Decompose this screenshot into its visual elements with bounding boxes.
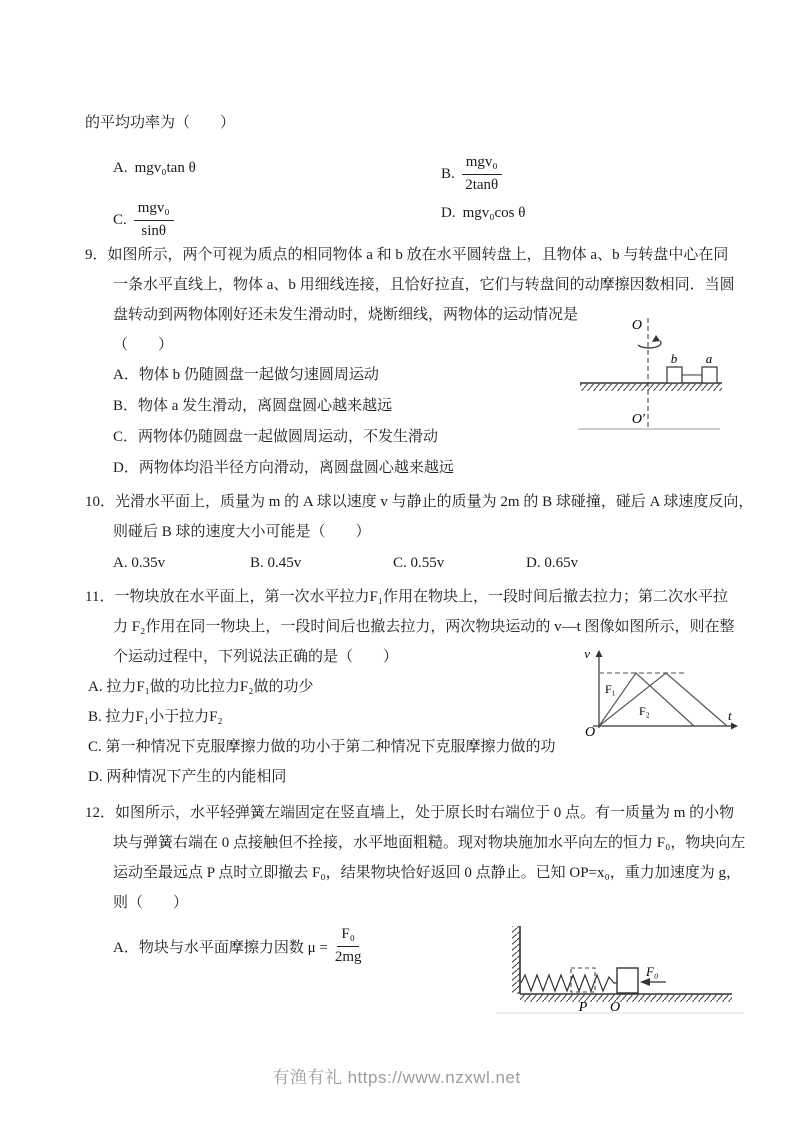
q12-text-line: 12．如图所示，水平轻弹簧左端固定在竖直墙上，处于原长时右端位于 0 点。有一质量为 m 的小物 bbox=[85, 805, 735, 821]
block-a-label: a bbox=[705, 351, 713, 366]
q8-option-a-formula: mgv₀tan θ bbox=[134, 160, 196, 176]
q10-option-c: C. 0.55v bbox=[393, 555, 445, 571]
origin-label: O bbox=[584, 725, 596, 738]
question-10 bbox=[85, 487, 754, 547]
force-label: F₀ bbox=[646, 964, 659, 979]
q8-option-c-label: C. bbox=[113, 211, 127, 228]
q8-option-b-fraction: $\frac{\text{mgv₀}}{2\tan\theta}$ bbox=[462, 153, 502, 195]
q9-option-c: C．两物体仍随圆盘一起做圆周运动，不发生滑动 bbox=[113, 429, 439, 445]
f1-velocity-curve bbox=[599, 673, 694, 726]
block-b-label: b bbox=[670, 351, 678, 366]
q8-option-a bbox=[113, 160, 196, 177]
q11-option-c: C. 第一种情况下克服摩擦力做的功小于第二种情况下克服摩擦力做的功 bbox=[88, 739, 556, 755]
rotation-arrow-icon bbox=[638, 341, 661, 348]
q9-option-d: D．两物体均沿半径方向滑动，离圆盘圆心越来越远 bbox=[113, 460, 454, 476]
q10-option-a: A. 0.35v bbox=[113, 555, 166, 571]
block-a bbox=[702, 367, 717, 383]
block bbox=[617, 968, 638, 993]
q11-option-d: D. 两种情况下产生的内能相同 bbox=[88, 769, 287, 785]
surface-hatching bbox=[580, 384, 722, 391]
q11-option-a: A. 拉力F₁做的功比拉力F₂做的功少 bbox=[88, 679, 314, 695]
spring-figure bbox=[496, 916, 744, 1014]
q8-option-b bbox=[441, 150, 502, 198]
q12-text-line: 运动至最远点 P 点时立即撤去 F₀，结果物块恰好返回 0 点静止。已知 OP=x₀，重力加速度为 g， bbox=[113, 865, 741, 881]
f2-label: F₂ bbox=[639, 704, 650, 718]
q12-text-line: 块与弹簧右端在 0 点接触但不拴接，水平地面粗糙。现对物块施加水平向左的恒力 F₀，物块向左 bbox=[113, 835, 746, 851]
q12-option-a bbox=[113, 922, 362, 970]
q11-text-line: 力 F₂作用在同一物块上，一段时间后也撤去拉力，两次物块运动的 v—t 图像如图所示，则在整 bbox=[113, 619, 735, 635]
q11-options bbox=[85, 672, 645, 792]
rotation-arrowhead-icon bbox=[652, 335, 660, 342]
q9-text-line: 9．如图所示，两个可视为质点的相同物体 a 和 b 放在水平圆转盘上，且物体 a、b 与转盘中心在同 bbox=[85, 247, 729, 263]
axis-label-o: O bbox=[631, 318, 642, 333]
x-axis-label: t bbox=[728, 708, 732, 723]
spring bbox=[521, 975, 617, 991]
force-arrowhead-icon bbox=[640, 978, 650, 986]
q12-text-line: 则（ ） bbox=[113, 895, 189, 911]
q9-text-line: （ ） bbox=[113, 337, 174, 353]
axis-label-o-prime: O′ bbox=[631, 412, 645, 427]
q11-text-line: 11．一物块放在水平面上，第一次水平拉力F₁作用在物块上，一段时间后撤去拉力；第二次水平拉 bbox=[85, 589, 729, 605]
turntable-figure bbox=[572, 311, 727, 436]
q8-stem: 的平均功率为（ ） bbox=[85, 115, 236, 131]
q8-option-a-label: A. bbox=[113, 160, 128, 176]
question-12 bbox=[85, 798, 746, 918]
point-o-label: O bbox=[609, 1000, 621, 1014]
q8-option-c bbox=[113, 196, 174, 244]
q10-text-line: 10．光滑水平面上，质量为 m 的 A 球以速度 v 与静止的质量为 2m 的 B 球碰撞，碰后 A 球速度反向， bbox=[85, 494, 754, 510]
q9-option-b: B．物体 a 发生滑动，离圆盘圆心越来越远 bbox=[113, 398, 393, 414]
y-axis-arrowhead-icon bbox=[596, 650, 603, 657]
block-b bbox=[667, 367, 682, 383]
q11-text-line: 个运动过程中，下列说法正确的是（ ） bbox=[113, 649, 399, 665]
q9-text-line: 一条水平直线上，物体 a、b 用细线连接，且恰好拉直，它们与转盘间的动摩擦因数相同．当圆 bbox=[113, 277, 735, 293]
y-axis-label: v bbox=[584, 646, 590, 661]
watermark: 有渔有礼 https://www.nzxwl.net bbox=[272, 1068, 521, 1087]
q8-option-d-formula: mgv₀cos θ bbox=[462, 205, 526, 221]
q10-text-line: 则碰后 B 球的速度大小可能是（ ） bbox=[113, 524, 371, 540]
vt-graph-figure bbox=[578, 646, 743, 738]
wall-hatching bbox=[512, 926, 520, 994]
q8-option-d bbox=[441, 205, 525, 222]
x-axis-arrowhead-icon bbox=[731, 723, 738, 730]
q9-text-line: 盘转动到两物体刚好还未发生滑动时，烧断细线，两物体的运动情况是 bbox=[113, 307, 579, 323]
q8-option-d-label: D. bbox=[441, 205, 456, 221]
q12-option-a-label: A．物块与水平面摩擦力因数 μ = bbox=[113, 939, 328, 956]
q9-option-a: A．物体 b 仍随圆盘一起做匀速圆周运动 bbox=[113, 367, 379, 383]
q10-options bbox=[85, 551, 725, 575]
q12-option-a-fraction: $\frac{\text{F₀}}{2mg}$ bbox=[334, 926, 362, 965]
ground-hatching bbox=[520, 995, 732, 1002]
f1-label: F₁ bbox=[605, 682, 616, 696]
q9-options bbox=[85, 360, 645, 484]
q10-option-d: D. 0.65v bbox=[526, 555, 579, 571]
q8-option-b-label: B. bbox=[441, 165, 455, 182]
q10-option-b: B. 0.45v bbox=[250, 555, 302, 571]
point-p-label: P bbox=[578, 1000, 588, 1014]
q8-option-c-fraction: $\frac{\text{mgv₀}}{\sin\theta}$ bbox=[134, 199, 174, 241]
q11-option-b: B. 拉力F₁小于拉力F₂ bbox=[88, 709, 223, 725]
